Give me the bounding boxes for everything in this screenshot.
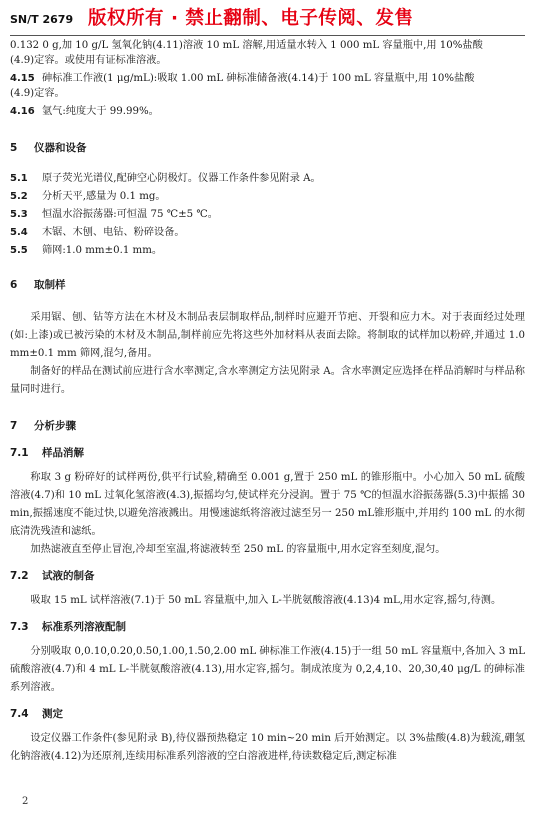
clause-4-15 (10, 71, 525, 86)
subsection-number: 7.2 (10, 570, 29, 582)
subsection-7-3-paragraph: 分别吸取 0,0.10,0.20,0.50,1.00,1.50,2.00 mL 砷标准工作液(4.15)于一组 50 mL 容量瓶中,各加入 3 mL 硫酸溶液(4.7)和 4 mL L-半胱氨酸溶液(4.13),用水定容,摇匀。制成浓度为 0,2,4,10、20,30,40 μg/L 的砷标准系列溶液。 (10, 646, 525, 693)
list-item (10, 206, 525, 224)
subsection-7-2-heading (10, 569, 525, 584)
item-number: 5.1 (10, 173, 28, 184)
section-7-heading (10, 419, 525, 434)
subsection-7-3-heading (10, 620, 525, 635)
clause-text: 氩气:纯度大于 99.99%。 (42, 106, 159, 117)
subsection-number: 7.3 (10, 621, 29, 633)
item-number: 5.2 (10, 191, 28, 202)
subsection-number: 7.1 (10, 447, 29, 459)
section-number: 6 (10, 279, 18, 291)
list-item (10, 224, 525, 242)
copyright-watermark: 版权所有 · 禁止翻制、电子传阅、发售 (88, 8, 414, 29)
clause-text: 砷标准工作液(1 μg/mL):吸取 1.00 mL 砷标准储备液(4.14)于 100 mL 容量瓶中,用 10%盐酸 (42, 73, 475, 84)
standard-code: SN/T 2679 (10, 13, 74, 26)
clause-number: 4.15 (10, 73, 35, 84)
list-item (10, 170, 525, 188)
section-5-list (10, 170, 525, 260)
subsection-title: 样品消解 (42, 447, 84, 459)
section-title: 取制样 (34, 279, 66, 291)
item-text: 分析天平,感量为 0.1 mg。 (42, 191, 166, 202)
clause-number: 4.16 (10, 106, 35, 117)
subsection-7-4-paragraph: 设定仪器工作条件(参见附录 B),待仪器预热稳定 10 min~20 min 后开始测定。以 3%盐酸(4.8)为载流,硼氢化钠溶液(4.12)为还原剂,连续用标准系列溶液的空白溶液进样,待读数稳定后,测定标准 (10, 733, 525, 762)
section-6-paragraph-1: 采用锯、刨、钻等方法在木材及木制品表层制取样品,制样时应避开节疤、开裂和应力木。对于表面经过处理(如:上漆)或已被污染的木材及木制品,制样前应先将这些外加材料从表面去除。将制取的试样加以粉碎,并通过 1.0 mm±0.1 mm 筛网,混匀,备用。 (10, 312, 525, 359)
item-number: 5.5 (10, 245, 28, 256)
subsection-number: 7.4 (10, 708, 29, 720)
section-number: 5 (10, 142, 18, 154)
item-text: 恒温水浴振荡器:可恒温 75 ℃±5 ℃。 (42, 209, 218, 220)
section-6-paragraph-2: 制备好的样品在测试前应进行含水率测定,含水率测定方法见附录 A。含水率测定应选择在样品消解时与样品称量同时进行。 (10, 366, 525, 395)
section-5-heading (10, 141, 525, 156)
section-number: 7 (10, 420, 18, 432)
subsection-7-1-heading (10, 446, 525, 461)
document-body (10, 38, 525, 766)
item-text: 木锯、木刨、电钻、粉碎设备。 (42, 227, 185, 238)
subsection-title: 测定 (42, 708, 63, 720)
subsection-title: 试液的制备 (42, 570, 95, 582)
continued-line-2: (4.9)定容。或使用有证标准溶液。 (10, 55, 167, 66)
subsection-7-2-paragraph: 吸取 15 mL 试样溶液(7.1)于 50 mL 容量瓶中,加入 L-半胱氨酸溶液(4.13)4 mL,用水定容,摇匀,待测。 (30, 595, 502, 606)
list-item (10, 188, 525, 206)
list-item (10, 242, 525, 260)
item-text: 原子荧光光谱仪,配砷空心阴极灯。仪器工作条件参见附录 A。 (42, 173, 321, 184)
item-text: 筛网:1.0 mm±0.1 mm。 (42, 245, 163, 256)
clause-4-15-continued: (4.9)定容。 (10, 88, 65, 99)
section-6-heading (10, 278, 525, 293)
section-title: 仪器和设备 (34, 142, 87, 154)
clause-4-16 (10, 104, 525, 119)
subsection-7-1-paragraph-1: 称取 3 g 粉碎好的试样两份,供平行试验,精确至 0.001 g,置于 250 mL 的锥形瓶中。小心加入 50 mL 硫酸溶液(4.7)和 10 mL 过氧化氢溶液(4.3),振摇均匀,使试样充分浸润。置于 75 ℃的恒温水浴振荡器(5.3)中振摇 30 min,振摇速度不能过快,以避免溶液溅出。用慢速滤纸将溶液过滤至另一 250 mL锥形瓶中,并用约 100 mL 的水彻底清洗残渣和滤纸。 (10, 472, 525, 537)
page-header (10, 10, 525, 32)
subsection-7-1-paragraph-2: 加热滤液直至停止冒泡,冷却至室温,将滤液转至 250 mL 的容量瓶中,用水定容至刻度,混匀。 (30, 544, 446, 555)
header-divider (10, 35, 525, 36)
section-title: 分析步骤 (34, 420, 76, 432)
item-number: 5.3 (10, 209, 28, 220)
page-number: 2 (22, 796, 29, 807)
item-number: 5.4 (10, 227, 28, 238)
subsection-title: 标准系列溶液配制 (42, 621, 126, 633)
subsection-7-4-heading (10, 707, 525, 722)
continued-line-1: 0.132 0 g,加 10 g/L 氢氧化钠(4.11)溶液 10 mL 溶解,用适量水转入 1 000 mL 容量瓶中,用 10%盐酸 (10, 40, 483, 51)
